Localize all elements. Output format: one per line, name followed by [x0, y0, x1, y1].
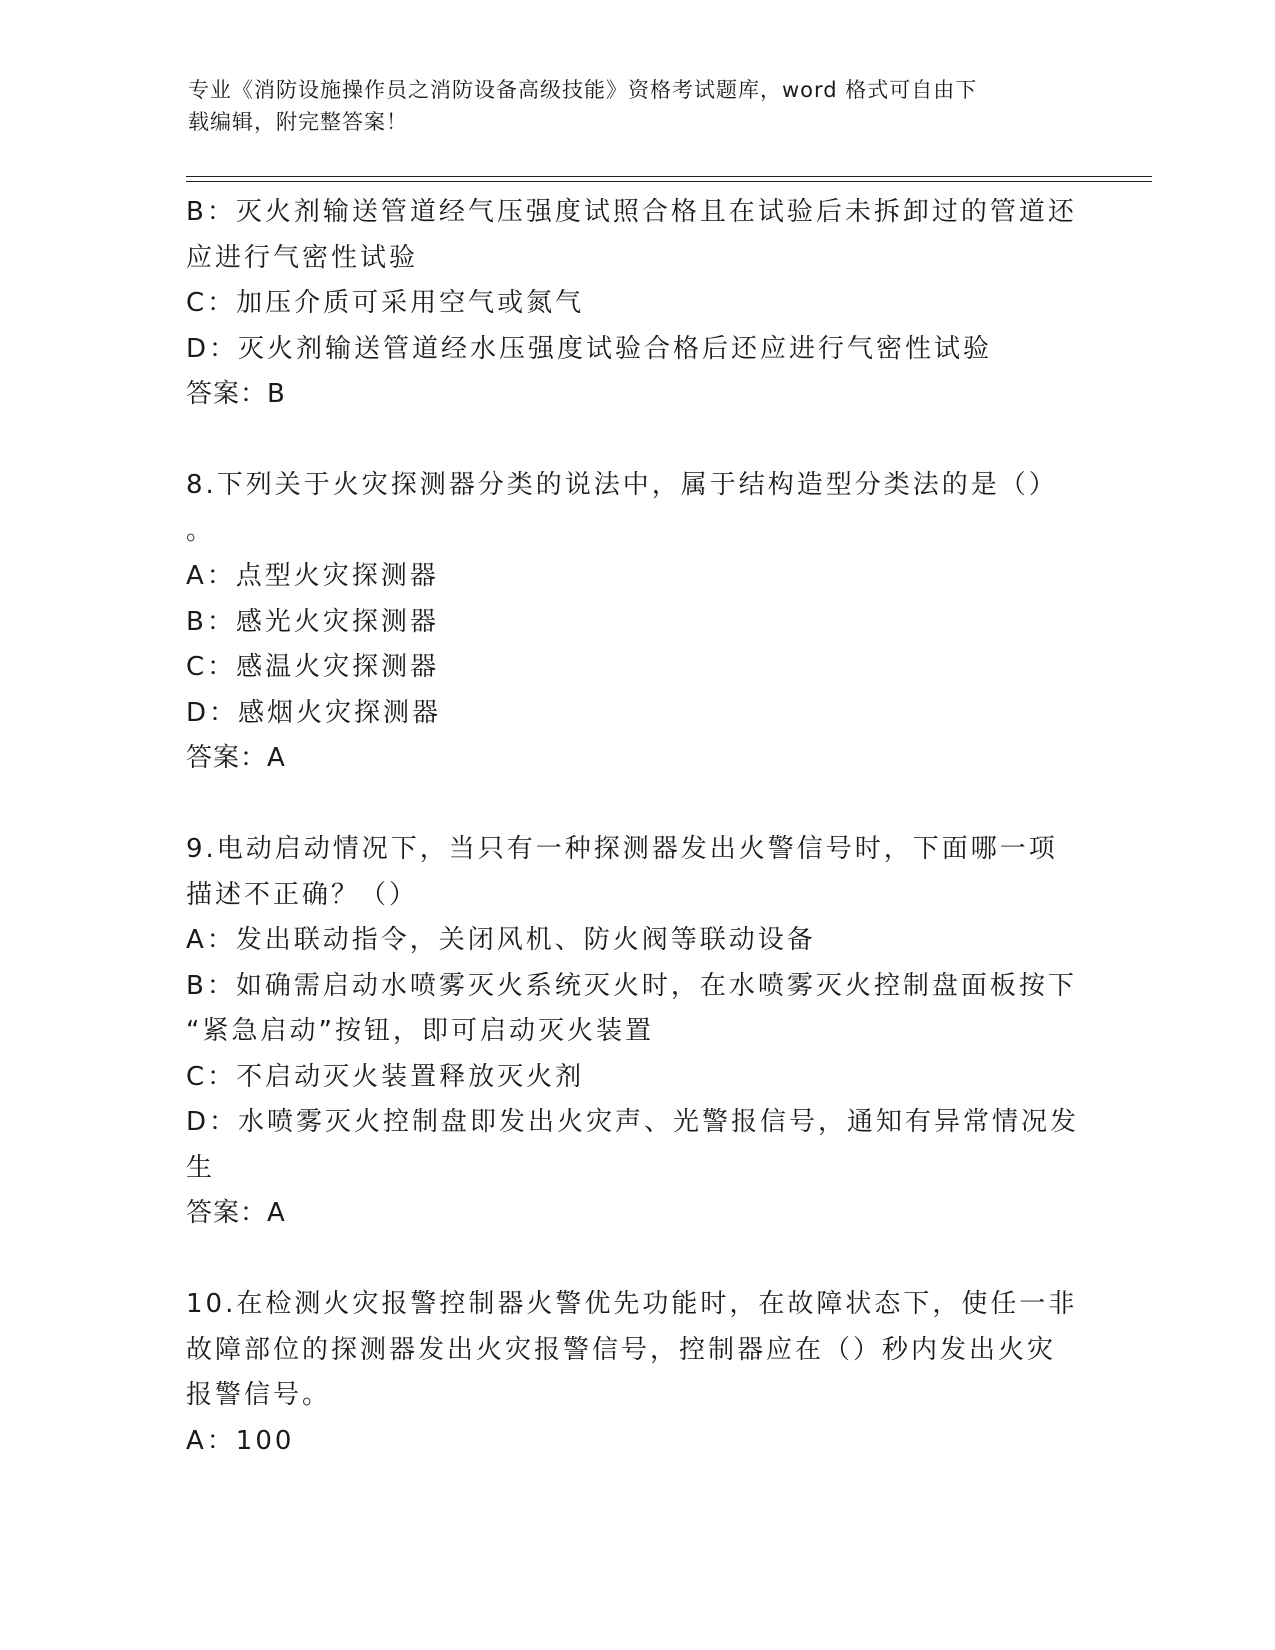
- question-stem-line-2: 故障部位的探测器发出火灾报警信号，控制器应在（）秒内发出火灾: [186, 1334, 1057, 1365]
- answer: 答案：B: [186, 379, 286, 409]
- option-b-line-2: “紧急启动”按钮，即可启动灭火装置: [186, 1016, 654, 1046]
- question-stem-line-3: 报警信号。: [186, 1380, 332, 1410]
- option-d-line-1: D：水喷雾灭火控制盘即发出火灾声、光警报信号，通知有异常情况发: [186, 1107, 1080, 1137]
- option-b-line-1: B：灭火剂输送管道经气压强度试照合格且在试验后未拆卸过的管道还: [186, 197, 1077, 227]
- question-content: [186, 190, 1086, 1464]
- question-8: [186, 463, 1086, 782]
- question-stem-line-1: 9.电动启动情况下，当只有一种探测器发出火警信号时，下面哪一项: [186, 834, 1058, 864]
- option-d: D：灭火剂输送管道经水压强度试验合格后还应进行气密性试验: [186, 333, 993, 364]
- option-d: D：感烟火灾探测器: [186, 697, 442, 728]
- spacer: [186, 1237, 1086, 1283]
- option-a: A：点型火灾探测器: [186, 561, 439, 591]
- option-a: A：发出联动指令，关闭风机、防火阀等联动设备: [186, 925, 816, 955]
- header-line-2: 载编辑，附完整答案！: [188, 110, 408, 134]
- option-d-line-2: 生: [186, 1152, 216, 1183]
- question-stem-line-2: 描述不正确？（）: [186, 879, 419, 910]
- option-a: A：100: [186, 1425, 295, 1456]
- header-divider-top: [186, 176, 1152, 177]
- answer: 答案：A: [186, 743, 286, 773]
- question-10: [186, 1282, 1086, 1464]
- option-b-line-2: 应进行气密性试验: [186, 242, 419, 273]
- option-b-line-1: B：如确需启动水喷雾灭火系统灭火时，在水喷雾灭火控制盘面板按下: [186, 970, 1077, 1001]
- option-c: C：加压介质可采用空气或氮气: [186, 288, 585, 318]
- question-9: [186, 827, 1086, 1237]
- document-header: [188, 74, 1068, 138]
- option-c: C：不启动灭火装置释放灭火剂: [186, 1061, 585, 1092]
- question-7: [186, 190, 1086, 418]
- answer: 答案：A: [186, 1198, 286, 1228]
- question-stem-line-2: 。: [186, 515, 216, 546]
- question-stem-line-1: 10.在检测火灾报警控制器火警优先功能时，在故障状态下，使任一非: [186, 1289, 1078, 1319]
- spacer: [186, 782, 1086, 828]
- header-divider-bottom: [186, 181, 1152, 182]
- spacer: [186, 418, 1086, 464]
- question-stem-line-1: 8.下列关于火灾探测器分类的说法中，属于结构造型分类法的是（）: [186, 470, 1058, 500]
- option-c: C：感温火灾探测器: [186, 652, 440, 682]
- header-line-1: 专业《消防设施操作员之消防设备高级技能》资格考试题库，word 格式可自由下: [188, 78, 978, 102]
- option-b: B：感光火灾探测器: [186, 606, 439, 637]
